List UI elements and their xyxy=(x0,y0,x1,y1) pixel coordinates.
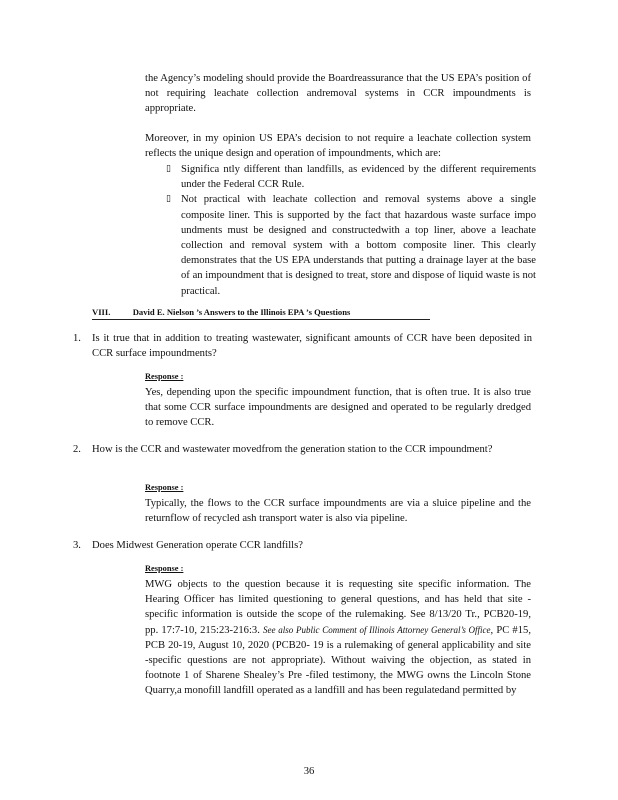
question-text: How is the CCR and wastewater movedfrom the generation station to the CCR impoundment? xyxy=(92,444,493,455)
response-label: Response : xyxy=(145,372,184,381)
question-number: 1. xyxy=(73,333,81,344)
page-number: 36 xyxy=(303,766,315,777)
response-label: Response : xyxy=(145,483,184,492)
section-heading xyxy=(92,305,430,320)
intro-paragraph-1: the Agency’s modeling should provide the Boardreassurance that the US EPA’s position of not requiring leachate collection andremoval systems in CCR impoundments is appropriate. xyxy=(145,73,531,115)
response-text: Yes, depending upon the specific impoundment function, that is often true. It is also true that some CCR surface impoundments are designed and operated to be regularly dredged to remove CCR. xyxy=(145,387,531,429)
section-title: David E. Nielson ’s Answers to the Illinois EPA ’s Questions xyxy=(132,307,351,317)
bullet-item-1: ▯ Significa ntly different than landfills, as evidenced by the different requirements under the Federal CCR Rule. xyxy=(166,164,536,191)
intro-paragraph-2: Moreover, in my opinion US EPA’s decision to not require a leachate collection system reflects the unique design and operation of impoundments, which are: xyxy=(145,133,531,160)
question-number: 2. xyxy=(73,444,81,455)
response-label: Response : xyxy=(145,564,184,573)
intro-bullet-list xyxy=(166,162,536,299)
response-text: MWG objects to the question because it is requesting site specific information. The Hearing Officer has limited questioning to general questions, and has held that site -specific information is outside the scope of the rulemaking. See 8/13/20 Tr., PCB20-19, pp. 17:7-10, 215:23-216:3. See also Public Comment of Illinois Attorney General’s Office, PC #15, PCB 20-19, August 10, 2020 (PCB20- 19 is a rulemaking of general applicability and site -specific questions are not appropriate). Without waiving the objection, as stated in footnote 1 of Sharene Shealey’s Pre -filed testimony, the MWG owns the Lincoln Stone Quarry,a monofill landfill operated as a landfill and has been regulatedand permitted by xyxy=(145,579,531,697)
bullet-box-icon: ▯ xyxy=(166,194,171,205)
section-number: VIII. xyxy=(92,307,111,317)
question-text: Is it true that in addition to treating wastewater, significant amounts of CCR have been deposited in CCR surface impoundments? xyxy=(92,333,532,360)
response-text: Typically, the flows to the CCR surface impoundments are via a sluice pipeline and the returnflow of recycled ash transport water is also via pipeline. xyxy=(145,498,531,525)
question-text: Does Midwest Generation operate CCR landfills? xyxy=(92,540,303,551)
question-number: 3. xyxy=(73,540,81,551)
bullet-box-icon: ▯ xyxy=(166,164,171,174)
bullet-item-2: ▯ Not practical with leachate collection and removal systems above a single composite liner. This is supported by the fact that hazardous waste surface impo undments must be designed and constructedwith a top liner, above a leachate collection and removal system with a bottom composite liner. This clearly demonstrates that the US EPA understands that putting a drainage layer at the base of an impoundment that is designed to treat, store and dispose of liquid waste is not practical. xyxy=(166,194,536,297)
citation-italic: See also Public Comment of Illinois Attorney General’s Office xyxy=(263,624,491,635)
